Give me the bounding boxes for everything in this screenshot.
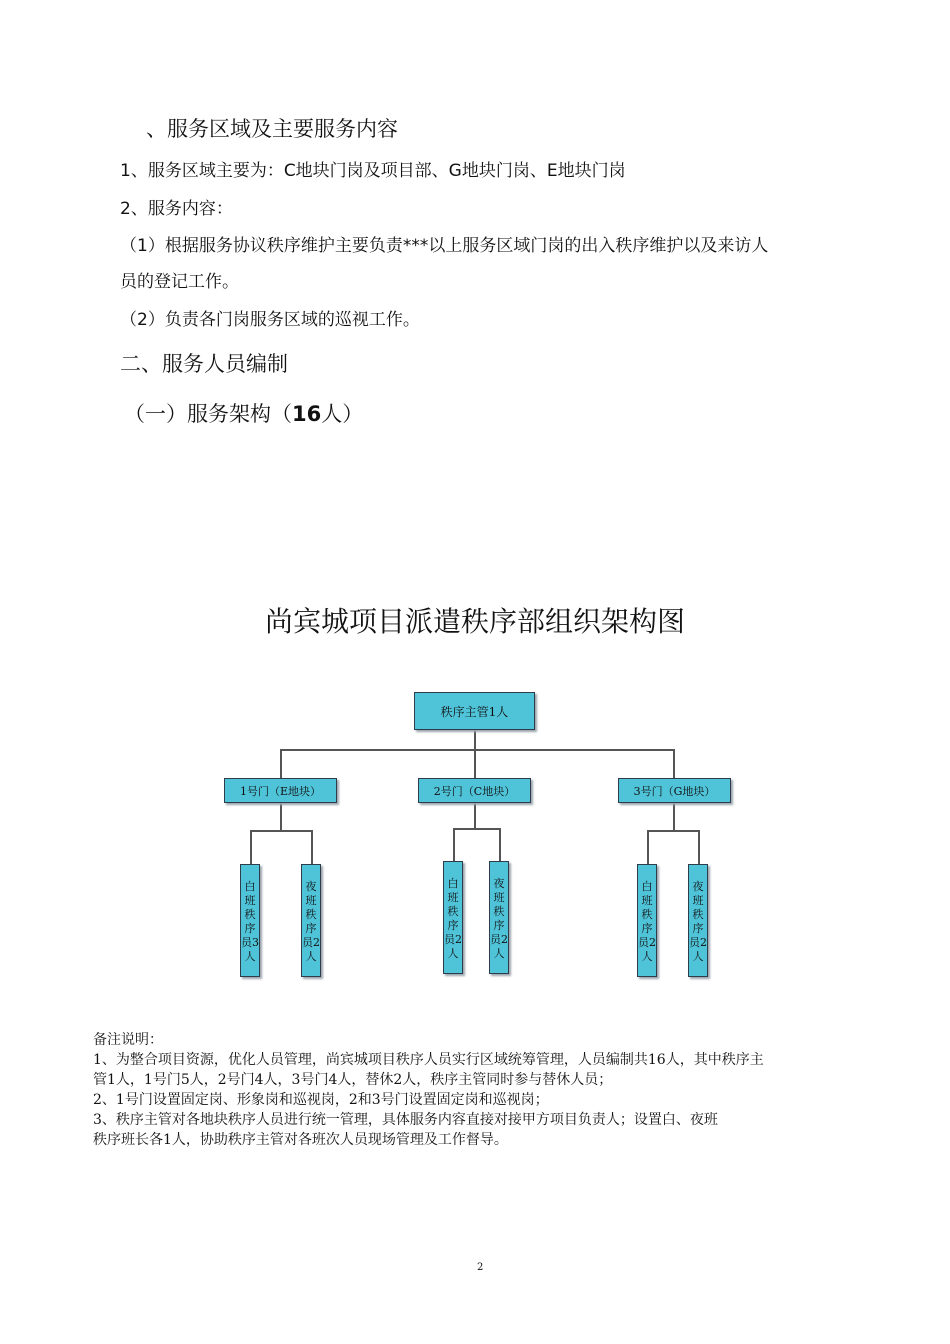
subsection-heading-suffix: 人） bbox=[321, 402, 364, 426]
org-node-gate-2-day-shift: 白班秩序员2人 bbox=[443, 861, 463, 974]
subsection-heading-structure bbox=[124, 398, 363, 428]
page-number: 2 bbox=[477, 1262, 484, 1273]
subsection-heading-prefix: （一）服务架构（ bbox=[124, 402, 292, 426]
connector-gate-2-down bbox=[474, 803, 476, 829]
connector-gate-2-day bbox=[453, 828, 455, 861]
paragraph-item-2: （2）负责各门岗服务区域的巡视工作。 bbox=[120, 310, 420, 330]
org-node-gate-3-day-shift: 白班秩序员2人 bbox=[637, 864, 657, 977]
connector-gate-3-day bbox=[647, 830, 649, 864]
connector-gate-1-night bbox=[311, 830, 313, 864]
notes-line-4: 3、秩序主管对各地块秩序人员进行统一管理，具体服务内容直接对接甲方项目负责人；设置白、夜班 bbox=[93, 1112, 718, 1128]
org-node-gate-1-night-shift: 夜班秩序员2人 bbox=[301, 864, 321, 977]
section-heading-service-area: 、服务区域及主要服务内容 bbox=[146, 117, 398, 141]
paragraph-item-1-line-1: （1）根据服务协议秩序维护主要负责***以上服务区域门岗的出入秩序维护以及来访人 bbox=[120, 236, 769, 256]
connector-gate-1-horizontal bbox=[250, 830, 312, 832]
connector-gate-2 bbox=[474, 749, 476, 778]
paragraph-item-1-line-2: 员的登记工作。 bbox=[120, 272, 239, 292]
notes-line-5: 秩序班长各1人，协助秩序主管对各班次人员现场管理及工作督导。 bbox=[93, 1132, 508, 1148]
subsection-heading-count: 16 bbox=[292, 402, 322, 426]
connector-gate-1-down bbox=[280, 803, 282, 831]
connector-gate-2-horizontal bbox=[453, 828, 500, 830]
paragraph-service-content-label: 2、服务内容： bbox=[120, 199, 233, 219]
org-node-gate-2: 2号门（C地块） bbox=[418, 778, 531, 803]
connector-gate-3-night bbox=[698, 830, 700, 864]
org-node-gate-2-night-shift: 夜班秩序员2人 bbox=[489, 861, 509, 974]
notes-line-2: 管1人，1号门5人，2号门4人，3号门4人，替休2人，秩序主管同时参与替休人员； bbox=[93, 1072, 613, 1088]
connector-gate-3-horizontal bbox=[647, 830, 699, 832]
connector-gate-1 bbox=[280, 749, 282, 778]
connector-gates-horizontal bbox=[280, 749, 674, 751]
org-node-gate-3-night-shift: 夜班秩序员2人 bbox=[688, 864, 708, 977]
notes-line-3: 2、1号门设置固定岗、形象岗和巡视岗，2和3号门设置固定岗和巡视岗； bbox=[93, 1092, 549, 1108]
org-chart-title: 尚宾城项目派遣秩序部组织架构图 bbox=[265, 605, 686, 638]
connector-gate-1-day bbox=[250, 830, 252, 864]
connector-gate-3-down bbox=[673, 803, 675, 831]
paragraph-service-area: 1、服务区域主要为：C地块门岗及项目部、G地块门岗、E地块门岗 bbox=[120, 161, 626, 181]
notes-line-1: 1、为整合项目资源，优化人员管理，尚宾城项目秩序人员实行区域统筹管理，人员编制共16人，其中秩序主 bbox=[93, 1052, 764, 1068]
org-node-gate-1: 1号门（E地块） bbox=[224, 778, 337, 803]
connector-root-down bbox=[474, 730, 476, 750]
notes-title: 备注说明： bbox=[93, 1032, 163, 1048]
connector-gate-3 bbox=[673, 749, 675, 778]
org-node-gate-1-day-shift: 白班秩序员3人 bbox=[240, 864, 260, 977]
org-node-gate-3: 3号门（G地块） bbox=[618, 778, 731, 803]
org-node-supervisor: 秩序主管1人 bbox=[414, 692, 535, 730]
connector-gate-2-night bbox=[499, 828, 501, 861]
section-heading-staffing: 二、服务人员编制 bbox=[120, 352, 288, 376]
